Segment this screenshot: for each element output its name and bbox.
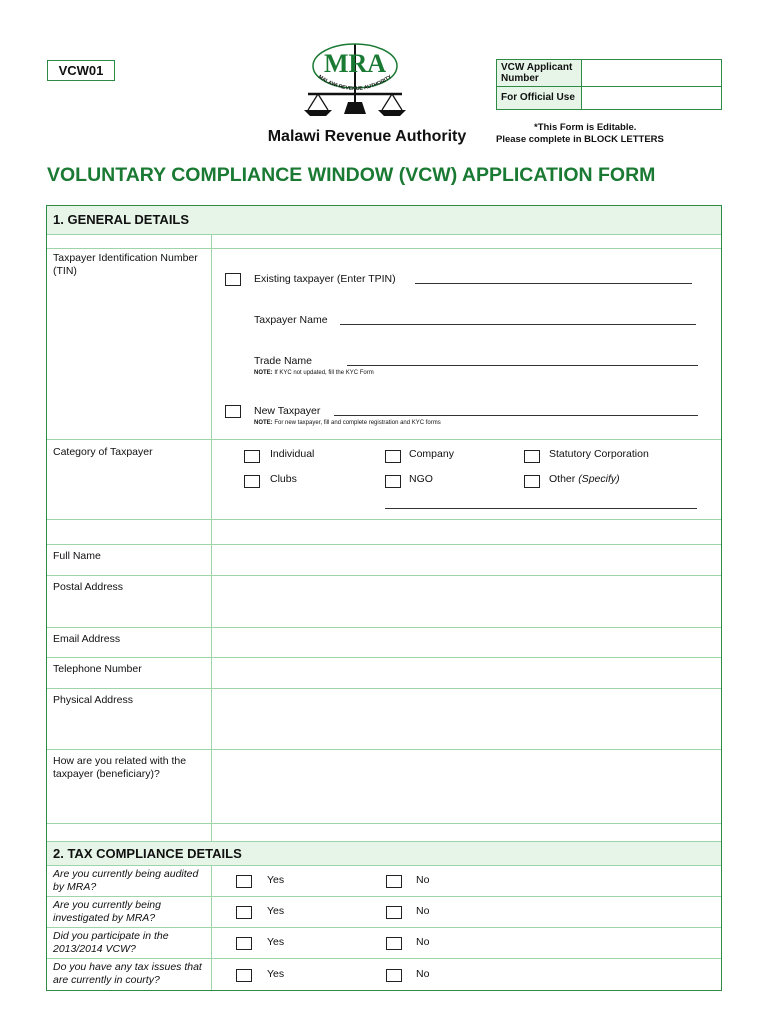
statutory-corporation-label: Statutory Corporation: [549, 448, 649, 460]
section2-heading: 2. TAX COMPLIANCE DETAILS: [47, 842, 721, 866]
clubs-label: Clubs: [270, 473, 297, 485]
tpin-input-line[interactable]: [415, 283, 692, 284]
yes-label: Yes: [267, 905, 285, 917]
ngo-label: NGO: [409, 473, 433, 485]
question-row: [47, 897, 721, 928]
taxpayer-name-label: Taxpayer Name: [254, 314, 328, 326]
applicant-number-field[interactable]: [582, 60, 722, 87]
question-row: [47, 866, 721, 897]
question-row: [47, 959, 721, 990]
other-specify-input-line[interactable]: [385, 508, 697, 509]
editable-note-line2: Please complete in BLOCK LETTERS: [496, 134, 664, 145]
editable-note-line1: *This Form is Editable.: [534, 122, 637, 133]
no-checkbox[interactable]: [386, 906, 402, 919]
full-name-label: Full Name: [47, 545, 212, 575]
section1-heading: 1. GENERAL DETAILS: [47, 206, 721, 235]
question-label: Are you currently being investigated by MRA?: [47, 897, 212, 927]
application-form: [46, 205, 722, 991]
postal-address-field[interactable]: [212, 576, 721, 627]
yes-checkbox[interactable]: [236, 875, 252, 888]
mra-logo: [296, 38, 414, 126]
official-meta-table: [496, 59, 722, 110]
official-use-label: For Official Use: [497, 87, 582, 110]
full-name-field[interactable]: [212, 545, 721, 575]
telephone-field[interactable]: [212, 658, 721, 688]
new-taxpayer-checkbox[interactable]: [225, 405, 241, 418]
spacer-row: [47, 824, 721, 842]
clubs-checkbox[interactable]: [244, 475, 260, 488]
tin-row: [47, 249, 721, 440]
spacer-row: [47, 520, 721, 545]
telephone-label: Telephone Number: [47, 658, 212, 688]
question-label: Did you participate in the 2013/2014 VCW?: [47, 928, 212, 958]
physical-address-field[interactable]: [212, 689, 721, 749]
full-name-row: [47, 545, 721, 576]
postal-address-label: Postal Address: [47, 576, 212, 627]
ngo-checkbox[interactable]: [385, 475, 401, 488]
other-label: Other (Specify): [549, 473, 620, 485]
company-checkbox[interactable]: [385, 450, 401, 463]
email-field[interactable]: [212, 628, 721, 657]
relation-row: [47, 750, 721, 824]
applicant-number-label: VCW Applicant Number: [497, 60, 582, 87]
no-checkbox[interactable]: [386, 969, 402, 982]
new-taxpayer-label: New Taxpayer: [254, 405, 321, 417]
physical-address-label: Physical Address: [47, 689, 212, 749]
email-row: [47, 628, 721, 658]
physical-address-row: [47, 689, 721, 750]
statutory-corporation-checkbox[interactable]: [524, 450, 540, 463]
tin-label: Taxpayer Identification Number (TIN): [47, 249, 212, 439]
form-code: VCW01: [47, 60, 115, 81]
logo-letters: MRA: [323, 49, 387, 78]
no-checkbox[interactable]: [386, 875, 402, 888]
company-label: Company: [409, 448, 454, 460]
category-label: Category of Taxpayer: [47, 440, 212, 519]
question-label: Do you have any tax issues that are currently in courty?: [47, 959, 212, 990]
logo-arc-text: MALAWI REVENUE AUTHORITY: [317, 74, 393, 93]
new-taxpayer-input-line[interactable]: [334, 415, 698, 416]
yes-checkbox[interactable]: [236, 969, 252, 982]
no-label: No: [416, 874, 430, 886]
relation-field[interactable]: [212, 750, 721, 823]
new-taxpayer-note: NOTE: For new taxpayer, fill and complete registration and KYC forms: [254, 420, 441, 426]
organization-name: Malawi Revenue Authority: [267, 128, 467, 145]
existing-taxpayer-label: Existing taxpayer (Enter TPIN): [254, 273, 396, 285]
postal-address-row: [47, 576, 721, 628]
no-label: No: [416, 936, 430, 948]
trade-name-input-line[interactable]: [347, 365, 698, 366]
other-checkbox[interactable]: [524, 475, 540, 488]
yes-checkbox[interactable]: [236, 906, 252, 919]
email-label: Email Address: [47, 628, 212, 657]
existing-taxpayer-checkbox[interactable]: [225, 273, 241, 286]
question-label: Are you currently being audited by MRA?: [47, 866, 212, 896]
telephone-row: [47, 658, 721, 689]
category-row: [47, 440, 721, 520]
official-use-field[interactable]: [582, 87, 722, 110]
individual-checkbox[interactable]: [244, 450, 260, 463]
spacer-row: [47, 235, 721, 249]
individual-label: Individual: [270, 448, 315, 460]
no-label: No: [416, 968, 430, 980]
yes-label: Yes: [267, 936, 285, 948]
kyc-note: NOTE: If KYC not updated, fill the KYC Form: [254, 370, 374, 376]
no-label: No: [416, 905, 430, 917]
taxpayer-name-input-line[interactable]: [340, 324, 696, 325]
editable-note: [496, 122, 726, 146]
yes-checkbox[interactable]: [236, 937, 252, 950]
no-checkbox[interactable]: [386, 937, 402, 950]
page-title: VOLUNTARY COMPLIANCE WINDOW (VCW) APPLICATION FORM: [47, 164, 656, 186]
question-row: [47, 928, 721, 959]
trade-name-label: Trade Name: [254, 355, 312, 367]
relation-label: How are you related with the taxpayer (beneficiary)?: [47, 750, 212, 823]
yes-label: Yes: [267, 968, 285, 980]
yes-label: Yes: [267, 874, 285, 886]
